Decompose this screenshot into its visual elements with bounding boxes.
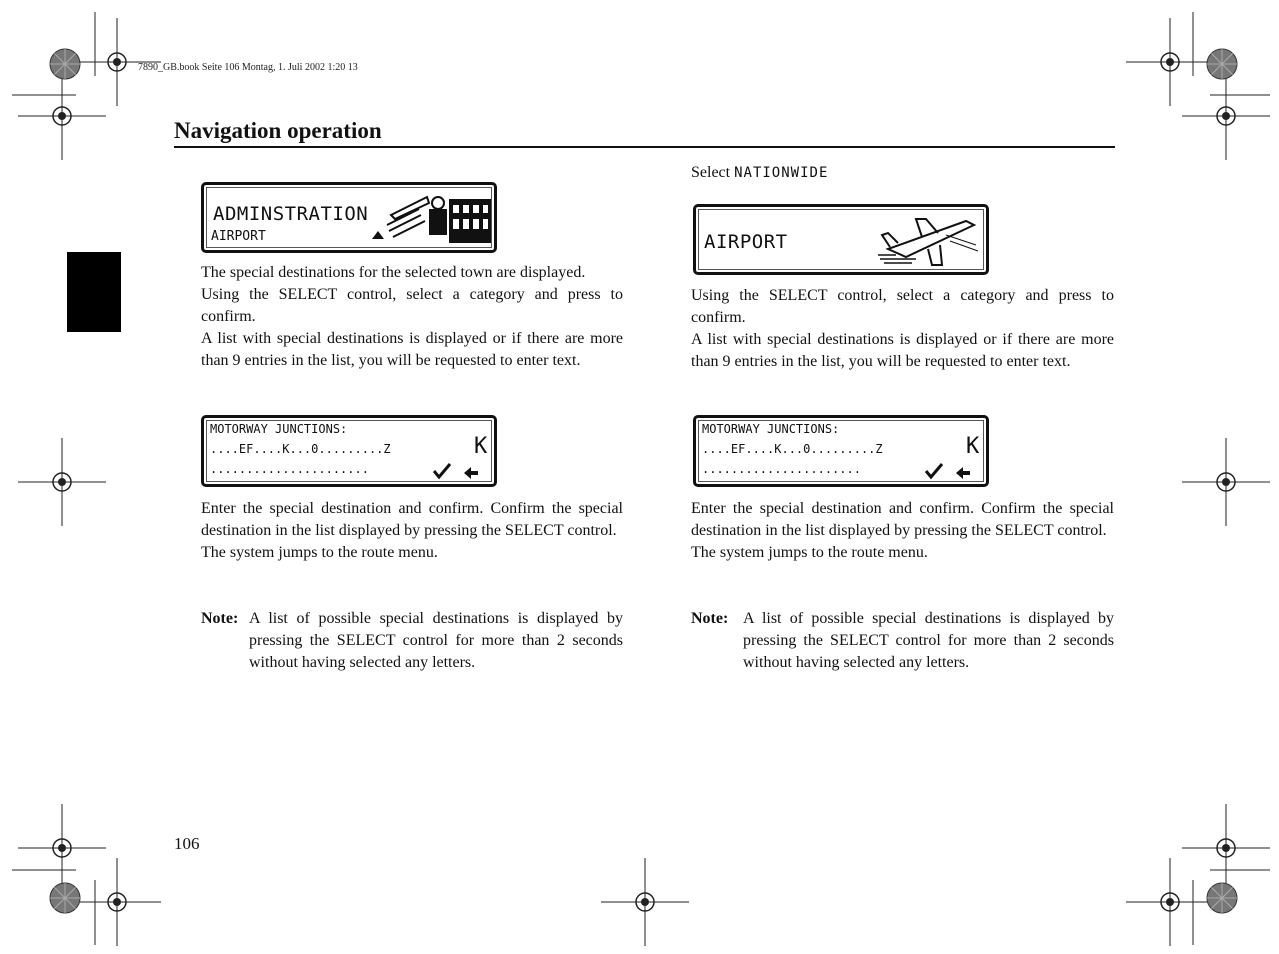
lcd-line-2: ....EF....K...0.........Z <box>702 442 883 456</box>
chapter-thumb-tab <box>67 252 121 332</box>
airplane-icon <box>876 215 981 270</box>
right-text-1: Using the SELECT control, select a category and press to confirm. <box>691 287 1114 326</box>
left-text-4: Enter the special destination and confirm. Confirm the special destination in the list displayed by pressing the SELECT control. <box>201 500 623 539</box>
lcd-display-motorway-junctions <box>201 415 497 487</box>
lcd-line-3: ...................... <box>210 462 369 476</box>
left-text-1: The special destinations for the selected town are displayed. <box>201 264 586 281</box>
right-paragraph-1 <box>691 285 1114 373</box>
backspace-arrow-icon <box>462 466 482 480</box>
lcd-line-1: ADMINSTRATION <box>213 203 369 225</box>
lcd-selected-letter: K <box>966 434 980 459</box>
town-hall-icon <box>369 191 494 246</box>
left-text-3: A list with special destinations is displayed or if there are more than 9 entries in the list, you will be requested to enter text. <box>201 330 623 369</box>
crosshair-mark-top-left-side <box>18 72 106 160</box>
note-label: Note: <box>691 610 729 627</box>
lcd-display-motorway-junctions-right <box>693 415 989 487</box>
note-text: A list of possible special destinations is displayed by pressing the SELECT control for more than 2 seconds without having selected any letters. <box>743 610 1114 671</box>
color-rosette-bottom-right <box>1207 883 1237 913</box>
crosshair-mark-mid-left <box>18 438 106 526</box>
crosshair-mark-top-right <box>1126 18 1214 106</box>
left-note <box>201 608 623 674</box>
color-rosette-bottom-left <box>50 883 80 913</box>
color-rosette-top-right <box>1207 49 1237 79</box>
checkmark-icon <box>432 462 452 480</box>
left-text-2: Using the SELECT control, select a category and press to confirm. <box>201 286 623 325</box>
page-title: Navigation operation <box>174 118 382 143</box>
right-text-4: The system jumps to the route menu. <box>691 544 928 561</box>
note-text: A list of possible special destinations is displayed by pressing the SELECT control for more than 2 seconds without having selected any letters. <box>249 610 623 671</box>
left-paragraph-2 <box>201 498 623 564</box>
select-value: NATIONWIDE <box>734 165 829 181</box>
right-text-3: Enter the special destination and confirm. Confirm the special destination in the list displayed by pressing the SELECT control. <box>691 500 1114 539</box>
lcd-display-airport <box>693 204 989 275</box>
lcd-line-3: ...................... <box>702 462 861 476</box>
crosshair-mark-bottom-center <box>601 858 689 946</box>
lcd-selected-letter: K <box>474 434 488 459</box>
crosshair-mark-bottom-left-side <box>18 804 106 892</box>
left-text-5: The system jumps to the route menu. <box>201 544 438 561</box>
right-text-2: A list with special destinations is displayed or if there are more than 9 entries in the list, you will be requested to enter text. <box>691 331 1114 370</box>
select-prefix: Select <box>691 164 731 181</box>
lcd-display-administration <box>201 182 497 253</box>
right-paragraph-2 <box>691 498 1114 564</box>
note-label: Note: <box>201 610 239 627</box>
lcd-line-1: AIRPORT <box>704 231 788 253</box>
lcd-line-2: AIRPORT <box>211 229 266 244</box>
page-number: 106 <box>174 834 200 853</box>
lcd-line-1: MOTORWAY JUNCTIONS: <box>702 422 840 436</box>
crosshair-mark-bottom-right <box>1126 858 1214 946</box>
print-file-header: 7890_GB.book Seite 106 Montag, 1. Juli 2002 1:20 13 <box>138 62 358 73</box>
color-rosette-top-left <box>50 49 80 79</box>
title-rule <box>174 146 1115 148</box>
left-paragraph-1 <box>201 262 623 372</box>
select-nationwide-line <box>691 162 1091 184</box>
crosshair-mark-top-right-side <box>1182 72 1270 160</box>
crosshair-mark-bottom-left <box>73 858 161 946</box>
checkmark-icon <box>924 462 944 480</box>
crosshair-mark-mid-right <box>1182 438 1270 526</box>
right-note <box>691 608 1114 674</box>
crosshair-mark-bottom-right-side <box>1182 804 1270 892</box>
lcd-line-1: MOTORWAY JUNCTIONS: <box>210 422 348 436</box>
backspace-arrow-icon <box>954 466 974 480</box>
lcd-line-2: ....EF....K...0.........Z <box>210 442 391 456</box>
